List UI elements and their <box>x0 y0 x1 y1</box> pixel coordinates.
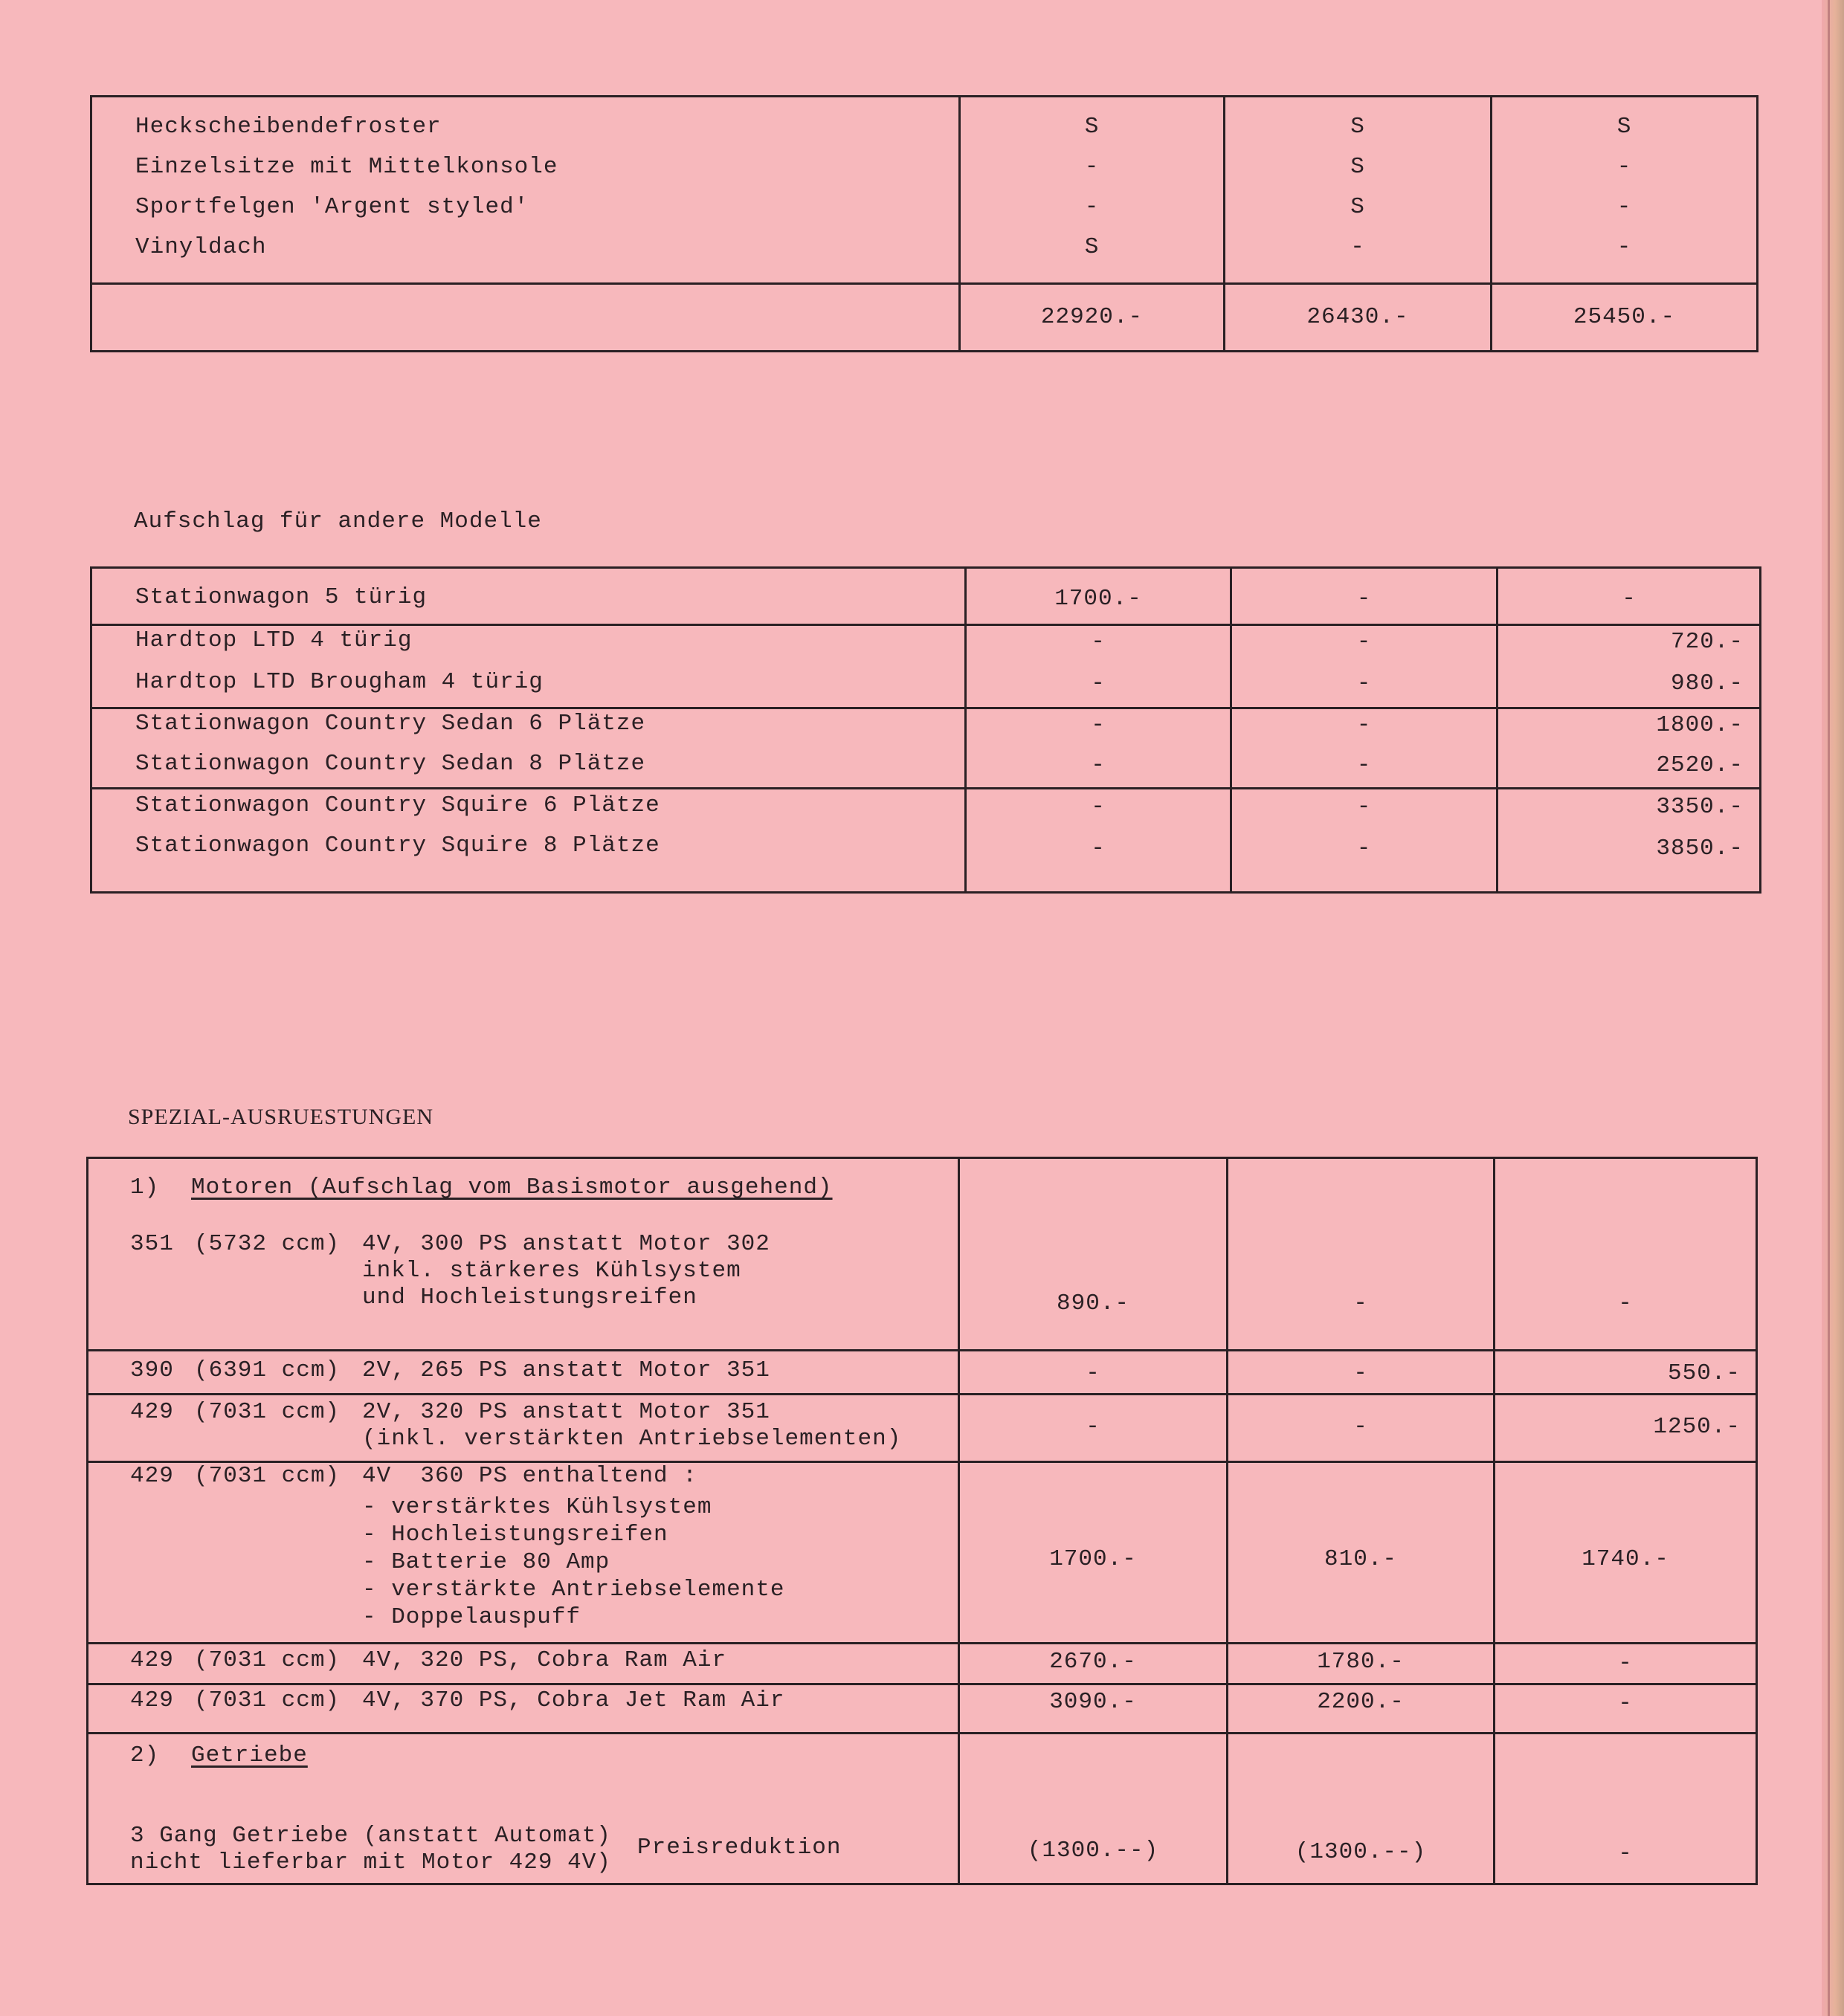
model-value: - <box>1356 794 1372 820</box>
engine-ccm: (5732 ccm) <box>194 1231 341 1257</box>
engine-desc: - Hochleistungsreifen <box>362 1522 668 1548</box>
special-table <box>86 1157 1758 1885</box>
engine-desc: und Hochleistungsreifen <box>362 1285 697 1311</box>
special-heading: SPEZIAL-AUSRUESTUNGEN <box>128 1105 433 1129</box>
engine-price: - <box>1618 1650 1633 1676</box>
engine-code: 429 <box>130 1463 174 1489</box>
engine-ccm: (7031 ccm) <box>194 1687 341 1713</box>
model-label: Stationwagon Country Sedan 6 Plätze <box>135 711 646 737</box>
model-value: 1700.- <box>1054 586 1142 612</box>
model-value: 1800.- <box>1656 712 1744 738</box>
engine-price: 890.- <box>1056 1290 1129 1316</box>
model-label: Hardtop LTD 4 türig <box>135 627 413 653</box>
engine-price: 550.- <box>1667 1360 1741 1386</box>
model-value: 980.- <box>1670 671 1744 697</box>
feature-value: S <box>1350 194 1365 220</box>
engine-price: 3090.- <box>1049 1689 1137 1715</box>
model-value: 3350.- <box>1656 794 1744 820</box>
feature-label: Vinyldach <box>135 234 267 260</box>
model-label: Stationwagon Country Squire 6 Plätze <box>135 792 660 818</box>
model-value: - <box>1091 712 1106 738</box>
engine-code: 390 <box>130 1357 174 1383</box>
feature-label: Sportfelgen 'Argent styled' <box>135 194 529 220</box>
feature-label: Heckscheibendefroster <box>135 114 442 140</box>
feature-value: S <box>1350 154 1365 180</box>
engine-desc: - verstärkte Antriebselemente <box>362 1577 785 1603</box>
model-value: - <box>1356 671 1372 697</box>
engine-ccm: (7031 ccm) <box>194 1647 341 1673</box>
engine-price: 1250.- <box>1653 1414 1741 1440</box>
page-fold <box>1828 0 1830 2016</box>
engine-ccm: (6391 ccm) <box>194 1357 341 1383</box>
feature-value: - <box>1616 154 1632 180</box>
engine-desc: 4V, 370 PS, Cobra Jet Ram Air <box>362 1687 785 1713</box>
motoren-title: Motoren (Aufschlag vom Basismotor ausgehend) <box>191 1175 833 1201</box>
engine-desc: (inkl. verstärkten Antriebselementen) <box>362 1426 902 1452</box>
getriebe-note: Preisreduktion <box>637 1835 842 1861</box>
feature-value: - <box>1084 194 1100 220</box>
motoren-number: 1) <box>130 1175 160 1201</box>
model-label: Stationwagon 5 türig <box>135 584 428 610</box>
engine-price: - <box>1086 1360 1100 1386</box>
engine-price: 1780.- <box>1317 1649 1405 1675</box>
getriebe-desc: 3 Gang Getriebe (anstatt Automat) <box>130 1823 611 1849</box>
feature-label: Einzelsitze mit Mittelkonsole <box>135 154 558 180</box>
model-value: - <box>1091 671 1106 697</box>
engine-code: 429 <box>130 1647 174 1673</box>
model-value: 2520.- <box>1656 752 1744 778</box>
engine-desc: 2V, 320 PS anstatt Motor 351 <box>362 1399 770 1425</box>
engine-ccm: (7031 ccm) <box>194 1399 341 1425</box>
model-label: Stationwagon Country Squire 8 Plätze <box>135 833 660 859</box>
model-value: - <box>1356 752 1372 778</box>
engine-price: - <box>1353 1414 1368 1440</box>
engine-ccm: (7031 ccm) <box>194 1463 341 1489</box>
engine-price: 2670.- <box>1049 1649 1137 1675</box>
engine-price: - <box>1618 1290 1633 1316</box>
page-edge <box>1822 0 1844 2016</box>
engine-price: 1700.- <box>1049 1546 1137 1572</box>
getriebe-number: 2) <box>130 1742 160 1768</box>
getriebe-price: - <box>1618 1841 1633 1867</box>
model-value: 720.- <box>1670 629 1744 655</box>
feature-value: S <box>1350 114 1365 140</box>
engine-desc: 2V, 265 PS anstatt Motor 351 <box>362 1357 770 1383</box>
getriebe-desc: nicht lieferbar mit Motor 429 4V) <box>130 1849 611 1876</box>
surcharge-heading: Aufschlag für andere Modelle <box>134 508 542 534</box>
engine-price: 810.- <box>1324 1546 1397 1572</box>
engine-price: - <box>1353 1360 1368 1386</box>
engine-price: - <box>1086 1414 1100 1440</box>
engine-desc: - Doppelauspuff <box>362 1604 581 1630</box>
engine-desc: 4V 360 PS enthaltend : <box>362 1463 697 1489</box>
feature-value: - <box>1616 234 1632 260</box>
model-value: - <box>1091 836 1106 862</box>
engine-code: 429 <box>130 1399 174 1425</box>
engine-price: - <box>1353 1290 1368 1316</box>
model-value: - <box>1091 794 1106 820</box>
engine-desc: 4V, 320 PS, Cobra Ram Air <box>362 1647 727 1673</box>
model-label: Stationwagon Country Sedan 8 Plätze <box>135 751 646 777</box>
engine-price: 2200.- <box>1317 1689 1405 1715</box>
feature-value: S <box>1084 234 1100 260</box>
model-value: - <box>1622 586 1637 612</box>
engine-price: - <box>1618 1690 1633 1716</box>
model-value: 3850.- <box>1656 836 1744 862</box>
total-price: 25450.- <box>1573 304 1676 330</box>
model-label: Hardtop LTD Brougham 4 türig <box>135 669 544 695</box>
model-value: - <box>1356 712 1372 738</box>
engine-desc: - verstärktes Kühlsystem <box>362 1494 712 1520</box>
model-value: - <box>1356 836 1372 862</box>
engine-code: 429 <box>130 1687 174 1713</box>
feature-value: S <box>1084 114 1100 140</box>
engine-desc: inkl. stärkeres Kühlsystem <box>362 1258 741 1284</box>
model-value: - <box>1091 629 1106 655</box>
model-value: - <box>1356 629 1372 655</box>
total-price: 26430.- <box>1306 304 1409 330</box>
getriebe-price: (1300.--) <box>1027 1838 1159 1864</box>
feature-value: - <box>1084 154 1100 180</box>
surcharge-table <box>90 566 1761 894</box>
model-value: - <box>1091 752 1106 778</box>
getriebe-title: Getriebe <box>191 1742 308 1768</box>
total-price: 22920.- <box>1040 304 1144 330</box>
engine-desc: 4V, 300 PS anstatt Motor 302 <box>362 1231 770 1257</box>
features-table <box>90 95 1758 352</box>
feature-value: S <box>1616 114 1632 140</box>
feature-value: - <box>1616 194 1632 220</box>
getriebe-price: (1300.--) <box>1295 1839 1427 1865</box>
model-value: - <box>1356 586 1372 612</box>
engine-desc: - Batterie 80 Amp <box>362 1549 610 1575</box>
feature-value: - <box>1350 234 1365 260</box>
engine-price: 1740.- <box>1582 1546 1669 1572</box>
engine-code: 351 <box>130 1231 174 1257</box>
